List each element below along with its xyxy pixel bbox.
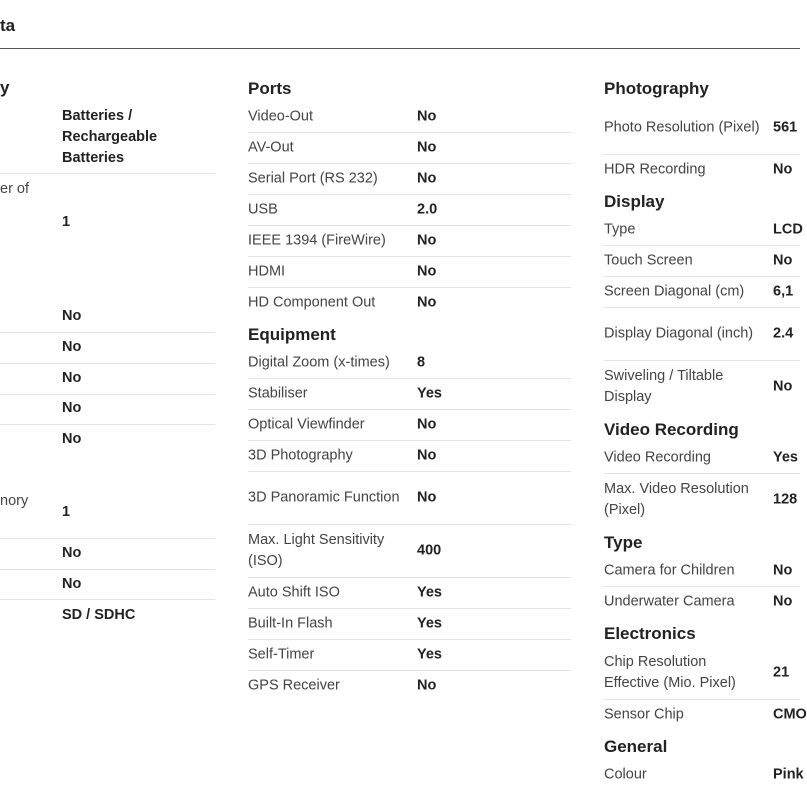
spec-value: No <box>62 370 82 386</box>
spec-row <box>248 640 571 671</box>
spec-value: No <box>417 108 437 125</box>
spec-value: No <box>417 489 437 506</box>
spec-value: SD / SDHC <box>62 607 136 623</box>
spec-label: nory <box>0 493 29 509</box>
spec-value: CMO <box>773 706 807 723</box>
row-divider <box>0 538 215 539</box>
spec-value: No <box>773 161 793 178</box>
page-title: ta <box>0 16 16 35</box>
spec-row <box>248 257 571 288</box>
spec-table <box>604 556 800 617</box>
spec-row <box>248 578 571 609</box>
spec-value: Yes <box>773 449 798 466</box>
spec-label: Built-In Flash <box>248 615 333 632</box>
spec-label: Type <box>604 221 636 238</box>
spec-row <box>604 647 800 700</box>
spec-value: No <box>773 378 793 395</box>
spec-value: 128 <box>773 491 798 508</box>
spec-value: Yes <box>417 646 442 663</box>
spec-label: HD Component Out <box>248 294 376 311</box>
row-divider <box>0 363 215 364</box>
spec-row <box>604 102 800 155</box>
spec-label: AV-Out <box>248 139 294 156</box>
spec-label: GPS Receiver <box>248 677 340 694</box>
spec-value: No <box>417 294 437 311</box>
spec-label: Max. Video Resolution (Pixel) <box>604 481 749 518</box>
section-heading: Type <box>604 533 643 552</box>
spec-value: No <box>417 447 437 464</box>
spec-row <box>604 587 800 617</box>
row-divider <box>0 394 215 395</box>
spec-label: Photo Resolution (Pixel) <box>604 119 760 136</box>
spec-value: No <box>417 139 437 156</box>
page-header <box>0 0 800 49</box>
section-heading: Equipment <box>248 325 336 344</box>
spec-row <box>248 609 571 640</box>
spec-row <box>248 410 571 441</box>
spec-label: Camera for Children <box>604 562 735 579</box>
spec-label: Video Recording <box>604 449 711 466</box>
spec-column-middle <box>248 78 571 701</box>
spec-value: 2.4 <box>773 325 794 342</box>
spec-table <box>604 443 800 526</box>
spec-label: Chip Resolution Effective (Mio. Pixel) <box>604 654 736 691</box>
spec-label: Video-Out <box>248 108 314 125</box>
spec-row <box>248 133 571 164</box>
row-divider <box>0 332 215 333</box>
spec-label: Max. Light Sensitivity (ISO) <box>248 532 385 569</box>
spec-row <box>604 246 800 277</box>
spec-value: Batteries / Rechargeable Batteries <box>62 108 158 166</box>
spec-value: No <box>62 339 82 355</box>
spec-value: 1 <box>62 504 71 520</box>
spec-row <box>604 443 800 474</box>
spec-label: Auto Shift ISO <box>248 584 340 601</box>
spec-row <box>604 760 804 790</box>
row-divider <box>0 173 215 174</box>
spec-row <box>604 155 800 185</box>
section-heading: Ports <box>248 79 292 98</box>
spec-value: 1 <box>62 214 71 230</box>
section-heading: Photography <box>604 79 709 98</box>
spec-row <box>248 102 571 133</box>
spec-value: No <box>417 170 437 187</box>
spec-row <box>248 195 571 226</box>
spec-value: 2.0 <box>417 201 438 218</box>
spec-label: 3D Panoramic Function <box>248 489 400 506</box>
spec-value: 8 <box>417 354 426 371</box>
spec-label: Underwater Camera <box>604 593 735 610</box>
spec-row <box>248 379 571 410</box>
spec-label: Colour <box>604 766 647 783</box>
section-heading: y <box>0 78 10 97</box>
spec-row <box>604 308 800 361</box>
spec-value: 400 <box>417 542 442 559</box>
section-heading: General <box>604 737 668 756</box>
spec-value: No <box>417 677 437 694</box>
row-divider <box>0 599 215 600</box>
section-heading: Electronics <box>604 624 696 643</box>
spec-label: 3D Photography <box>248 447 353 464</box>
spec-label: Touch Screen <box>604 252 693 269</box>
row-divider <box>0 569 215 570</box>
spec-row <box>248 525 571 578</box>
spec-value: No <box>417 232 437 249</box>
spec-value: Yes <box>417 615 442 632</box>
spec-table <box>604 215 803 413</box>
spec-table <box>604 760 804 790</box>
spec-label: IEEE 1394 (FireWire) <box>248 232 386 249</box>
spec-label: Serial Port (RS 232) <box>248 170 378 187</box>
spec-value: Yes <box>417 584 442 601</box>
spec-label: Self-Timer <box>248 646 315 663</box>
spec-table <box>604 102 800 185</box>
spec-value: Yes <box>417 385 442 402</box>
spec-row <box>248 226 571 257</box>
spec-row <box>604 361 800 413</box>
spec-label: Optical Viewfinder <box>248 416 365 433</box>
spec-row <box>604 277 800 308</box>
spec-value: 21 <box>773 664 790 681</box>
spec-value: No <box>62 400 82 416</box>
spec-label: Screen Diagonal (cm) <box>604 283 745 300</box>
spec-value: Pink <box>773 766 804 783</box>
spec-row <box>248 472 571 525</box>
row-divider <box>0 424 215 425</box>
spec-row <box>248 348 571 379</box>
spec-row <box>604 556 800 587</box>
spec-row <box>248 164 571 195</box>
spec-label: Display Diagonal (inch) <box>604 325 754 342</box>
spec-label: er of <box>0 181 30 197</box>
spec-table <box>604 647 807 730</box>
spec-value: LCD <box>773 221 803 238</box>
spec-label: HDR Recording <box>604 161 706 178</box>
spec-label: Digital Zoom (x-times) <box>248 354 390 371</box>
spec-column-right <box>604 78 807 790</box>
spec-value: No <box>417 263 437 280</box>
spec-value: 561 <box>773 119 798 136</box>
spec-label: USB <box>248 201 278 218</box>
spec-table <box>248 348 571 701</box>
spec-label: Stabiliser <box>248 385 308 402</box>
spec-label: Sensor Chip <box>604 706 684 723</box>
spec-value: No <box>773 562 793 579</box>
spec-value: No <box>62 308 82 324</box>
spec-value: No <box>773 593 793 610</box>
spec-value: No <box>62 431 82 447</box>
spec-row <box>604 700 807 730</box>
spec-row <box>604 215 803 246</box>
spec-value: No <box>773 252 793 269</box>
spec-table <box>248 102 571 318</box>
spec-label: HDMI <box>248 263 286 280</box>
spec-row <box>248 441 571 472</box>
spec-row <box>248 671 571 701</box>
spec-value: No <box>62 576 82 592</box>
spec-label: Swiveling / Tiltable Display <box>604 368 724 405</box>
spec-value: 6,1 <box>773 283 794 300</box>
spec-value: No <box>62 545 82 561</box>
section-heading: Display <box>604 192 665 211</box>
spec-row <box>604 474 800 526</box>
spec-value: No <box>417 416 437 433</box>
section-heading: Video Recording <box>604 420 739 439</box>
spec-row <box>248 288 571 318</box>
